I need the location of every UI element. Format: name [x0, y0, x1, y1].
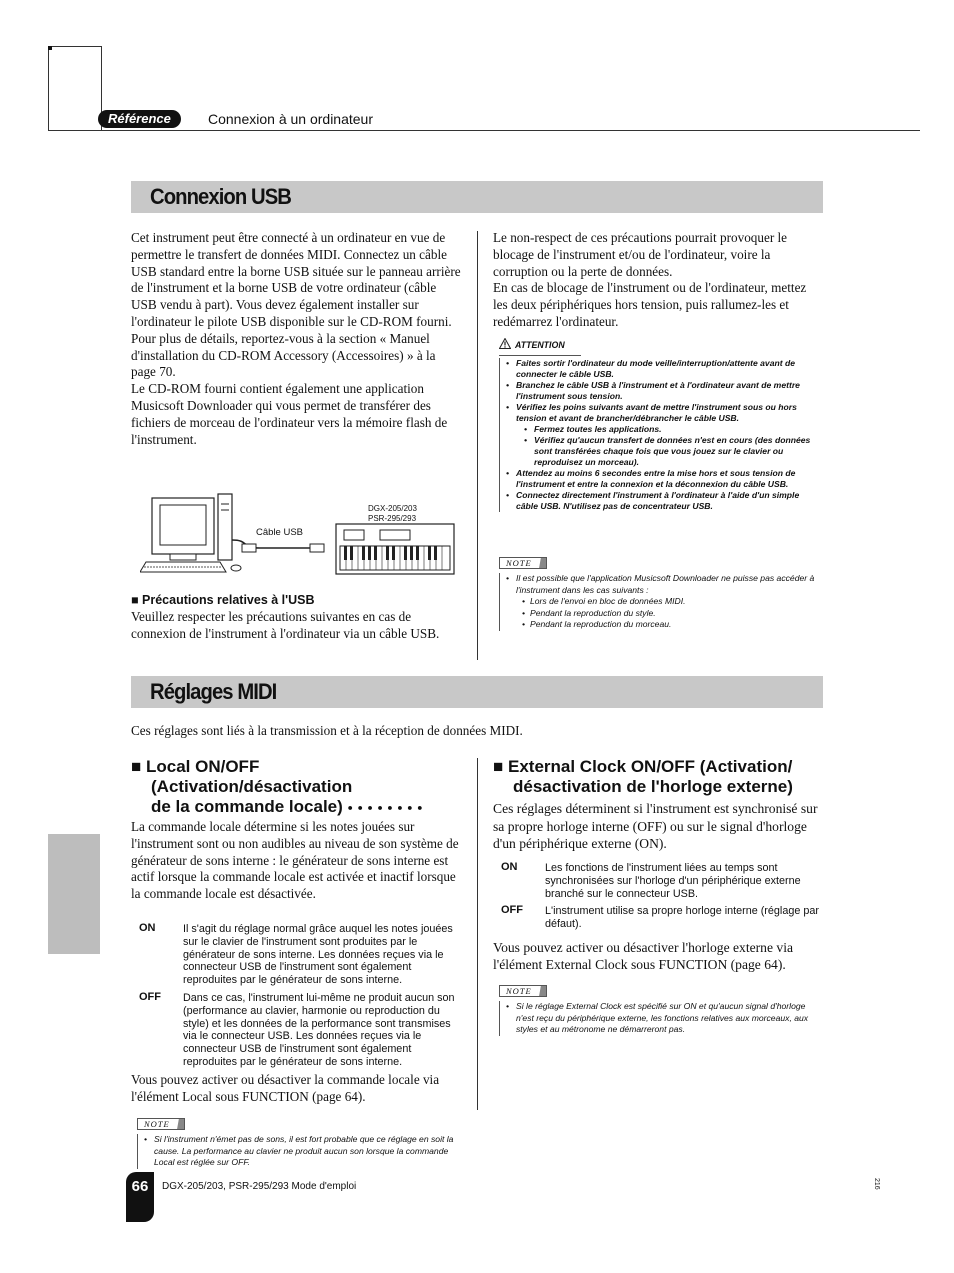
note-subitem: • Pendant la reproduction du style.	[522, 607, 656, 618]
column-divider-usb	[477, 231, 478, 660]
note-item: • Si le réglage External Clock est spécifié sur ON et qu'aucun signal d'horloge n'est reçu du périphérique externe, les fonctions relatives aux morceaux, aux styles et au métronome ne démarreront pas.	[506, 1001, 809, 1034]
precautions-text: Veuillez respecter les précautions suivantes en cas de connexion de l'instrument à l'ordinateur via un câble USB.	[131, 609, 440, 641]
clock-off-text: L'instrument utilise sa propre horloge interne (réglage par défaut).	[545, 905, 819, 930]
clock-heading-line2: désactivation de l'horloge externe)	[513, 777, 793, 796]
attention-subitem: • Fermez toutes les applications.	[524, 424, 662, 434]
section-title-midi: Réglages MIDI	[150, 679, 277, 704]
note-item: • Si l'instrument n'émet pas de sons, il est fort probable que ce réglage en soit la cause. La performance au clavier ne produit aucun son lorsque la commande Local est réglée sur OFF.	[144, 1134, 454, 1167]
attention-subitem: • Vérifiez qu'aucun transfert de données n'est en cours (des données sont transférées chaque fois que vous jouez sur le clavier ou reproduisez un morceau).	[524, 435, 811, 467]
heading-dots: ● ● ● ● ● ● ● ●	[347, 802, 424, 813]
attention-item: • Vérifiez les poins suivants avant de mettre l'instrument sous ou hors tension et avant de brancher/débrancher le câble USB.	[506, 402, 797, 423]
section-title-usb: Connexion USB	[150, 184, 291, 209]
attention-item: • Faites sortir l'ordinateur du mode veille/interruption/attente avant de connecter le câble USB.	[506, 358, 796, 379]
note-label: NOTE	[137, 1118, 185, 1130]
attention-item: • Attendez au moins 6 secondes entre la mise hors et sous tension de l'instrument et entre la connexion et la déconnexion du câble USB.	[506, 468, 796, 489]
clock-heading	[493, 757, 828, 797]
clock-note-block	[499, 981, 821, 1036]
clock-on-text: Les fonctions de l'instrument liées au temps sont synchronisées sur l'horloge d'un périphérique externe branché sur le connecteur USB.	[545, 862, 801, 900]
local-heading	[131, 757, 471, 818]
cable-label: Câble USB	[256, 527, 303, 538]
clock-text: Ces réglages déterminent si l'instrument est synchronisé sur sa propre horloge interne (OFF) ou sur le signal d'horloge d'un périphérique externe (ON).	[493, 801, 818, 851]
section-bar-midi	[131, 676, 823, 708]
usb-note-block	[499, 553, 817, 631]
local-off-text: Dans ce cas, l'instrument lui-même ne produit aucun son (performance au clavier, harmonie ou reproduction du style) et les données de la performance sont transmises via le connecteur USB. Les données reçues via le connecteur USB de l'instrument sont également reproduites par le générateur de sons interne.	[183, 992, 455, 1068]
local-off-key: OFF	[139, 991, 161, 1003]
note-label: NOTE	[499, 985, 547, 997]
column-divider-midi	[477, 758, 478, 1110]
attention-item: • Branchez le câble USB à l'instrument et à l'ordinateur avant de mettre l'instrument sous tension.	[506, 380, 800, 401]
usb-col2-text: Le non-respect de ces précautions pourrait provoquer le blocage de l'instrument et/ou de l'ordinateur, voire la corruption ou la perte de données. En cas de blocage de l'instrument ou de l'ordinateur, mettez les deux périphériques hors tension, puis rallumez-les et redémarrez l'ordinateur.	[493, 230, 807, 329]
usb-intro-text: Cet instrument peut être connecté à un ordinateur en vue de permettre le transfert de données MIDI. Connectez un câble USB standard entre la borne USB située sur le panneau arrière de l'instrument et la borne USB de votre ordinateur (câble USB vendu à part). Vous devez également installer sur l'ordinateur le pilote USB disponible sur le CD-ROM fourni. Pour plus de détails, reportez-vous à la section « Manuel d'installation du CD-ROM Accessory (Accessoires) » à la page 70. Le CD-ROM fourni contient également une application Musicsoft Downloader qui vous permet de transférer des fichiers de morceau de l'ordinateur vers la mémoire flash de l'instrument.	[131, 230, 461, 447]
corner-mark	[48, 46, 52, 50]
clock-heading-line1: ■ External Clock ON/OFF (Activation/	[493, 757, 793, 776]
local-heading-line1: ■ Local ON/OFF	[131, 757, 260, 776]
attention-item: • Connectez directement l'instrument à l'ordinateur à l'aide d'un simple câble USB. N'utilisez pas de concentrateur USB.	[506, 490, 800, 511]
page-number: 66	[126, 1172, 154, 1222]
local-on-text: Il s'agit du réglage normal grâce auquel les notes jouées sur le clavier de l'instrument sont produites par le générateur de sons interne. Les données reçues via le connecteur USB de l'instrument sont également reproduites par le générateur de sons interne.	[183, 923, 453, 987]
model-label-1: DGX-205/203	[368, 504, 417, 513]
model-label-2: PSR-295/293	[368, 514, 417, 523]
section-bar-usb	[131, 181, 823, 213]
clock-off-key: OFF	[501, 904, 523, 916]
attention-label: ATTENTION	[515, 339, 565, 350]
local-on-key: ON	[139, 922, 156, 934]
corner-frame	[48, 46, 102, 131]
clock-footer: Vous pouvez activer ou désactiver l'horloge externe via l'élément External Clock sous FUNCTION (page 64).	[493, 940, 794, 972]
attention-block	[499, 336, 819, 512]
note-item: • Il est possible que l'application Musicsoft Downloader ne puisse pas accéder à l'instrument dans les cas suivants :	[506, 573, 815, 595]
note-label: NOTE	[499, 557, 547, 569]
reference-badge: Référence	[98, 110, 181, 128]
midi-intro: Ces réglages sont liés à la transmission et à la réception de données MIDI.	[131, 723, 523, 738]
local-heading-line3: de la commande locale)	[151, 797, 343, 816]
local-heading-line2: (Activation/désactivation	[151, 777, 353, 796]
local-text: La commande locale détermine si les notes jouées sur l'instrument sont ou non audibles au niveau de son système de générateur de sons interne : le générateur de sons interne est actif lorsque la commande locale est activée et inactif lorsque la commande locale est désactivée.	[131, 819, 459, 902]
header-title: Connexion à un ordinateur	[208, 111, 374, 127]
warning-icon	[499, 336, 511, 354]
clock-on-key: ON	[501, 861, 518, 873]
note-subitem: • Lors de l'envoi en bloc de données MIDI.	[522, 596, 686, 606]
side-code: 216	[873, 1178, 880, 1190]
note-subitem: • Pendant la reproduction du morceau.	[522, 619, 672, 629]
attention-header	[499, 336, 581, 356]
side-tab	[48, 834, 100, 954]
manual-title: DGX-205/203, PSR-295/293 Mode d'emploi	[162, 1181, 357, 1192]
header-rule	[48, 130, 920, 131]
precautions-heading: ■ Précautions relatives à l'USB	[131, 593, 315, 607]
local-footer: Vous pouvez activer ou désactiver la commande locale via l'élément Local sous FUNCTION (page 64).	[131, 1072, 440, 1104]
local-note-block	[137, 1114, 461, 1169]
